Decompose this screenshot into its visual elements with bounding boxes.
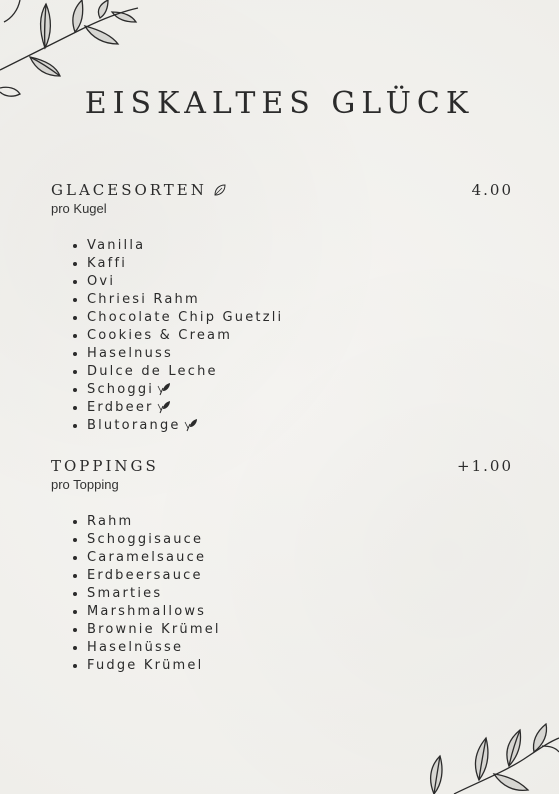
list-item: Chocolate Chip Guetzli	[73, 309, 283, 327]
page-title: EISKALTES GLÜCK	[84, 86, 475, 121]
leaf-outline-icon	[213, 183, 227, 197]
list-item: Haselnuss	[73, 345, 283, 363]
section-title: GLACESORTEN	[51, 181, 227, 199]
list-item: Vanilla	[73, 237, 283, 255]
section-header	[51, 457, 513, 477]
list-item: Erdbeer	[73, 399, 283, 417]
list-item: Smarties	[73, 585, 221, 603]
list-item: Kaffi	[73, 255, 283, 273]
list-item: Erdbeersauce	[73, 567, 221, 585]
list-item: Ovi	[73, 273, 283, 291]
list-item: Schoggi	[73, 381, 283, 399]
section-title: TOPPINGS	[51, 457, 159, 475]
section-toppings	[51, 457, 513, 492]
vegan-leaf-icon	[157, 382, 171, 396]
section-header	[51, 181, 513, 201]
list-item: Cookies & Cream	[73, 327, 283, 345]
list-item: Rahm	[73, 513, 221, 531]
list-item: Caramelsauce	[73, 549, 221, 567]
flavor-list	[73, 237, 283, 435]
vegan-leaf-icon	[184, 418, 198, 432]
section-glacesorten	[51, 181, 513, 216]
leaf-branch-decoration-bottom-right	[424, 714, 559, 794]
vegan-leaf-icon	[157, 400, 171, 414]
list-item: Dulce de Leche	[73, 363, 283, 381]
list-item: Haselnüsse	[73, 639, 221, 657]
list-item: Fudge Krümel	[73, 657, 221, 675]
section-price: +1.00	[457, 457, 513, 475]
list-item: Brownie Krümel	[73, 621, 221, 639]
list-item: Schoggisauce	[73, 531, 221, 549]
list-item: Blutorange	[73, 417, 283, 435]
section-subtitle: pro Topping	[51, 477, 119, 492]
section-price: 4.00	[471, 181, 513, 199]
section-subtitle: pro Kugel	[51, 201, 107, 216]
topping-list	[73, 513, 221, 675]
list-item: Chriesi Rahm	[73, 291, 283, 309]
list-item: Marshmallows	[73, 603, 221, 621]
